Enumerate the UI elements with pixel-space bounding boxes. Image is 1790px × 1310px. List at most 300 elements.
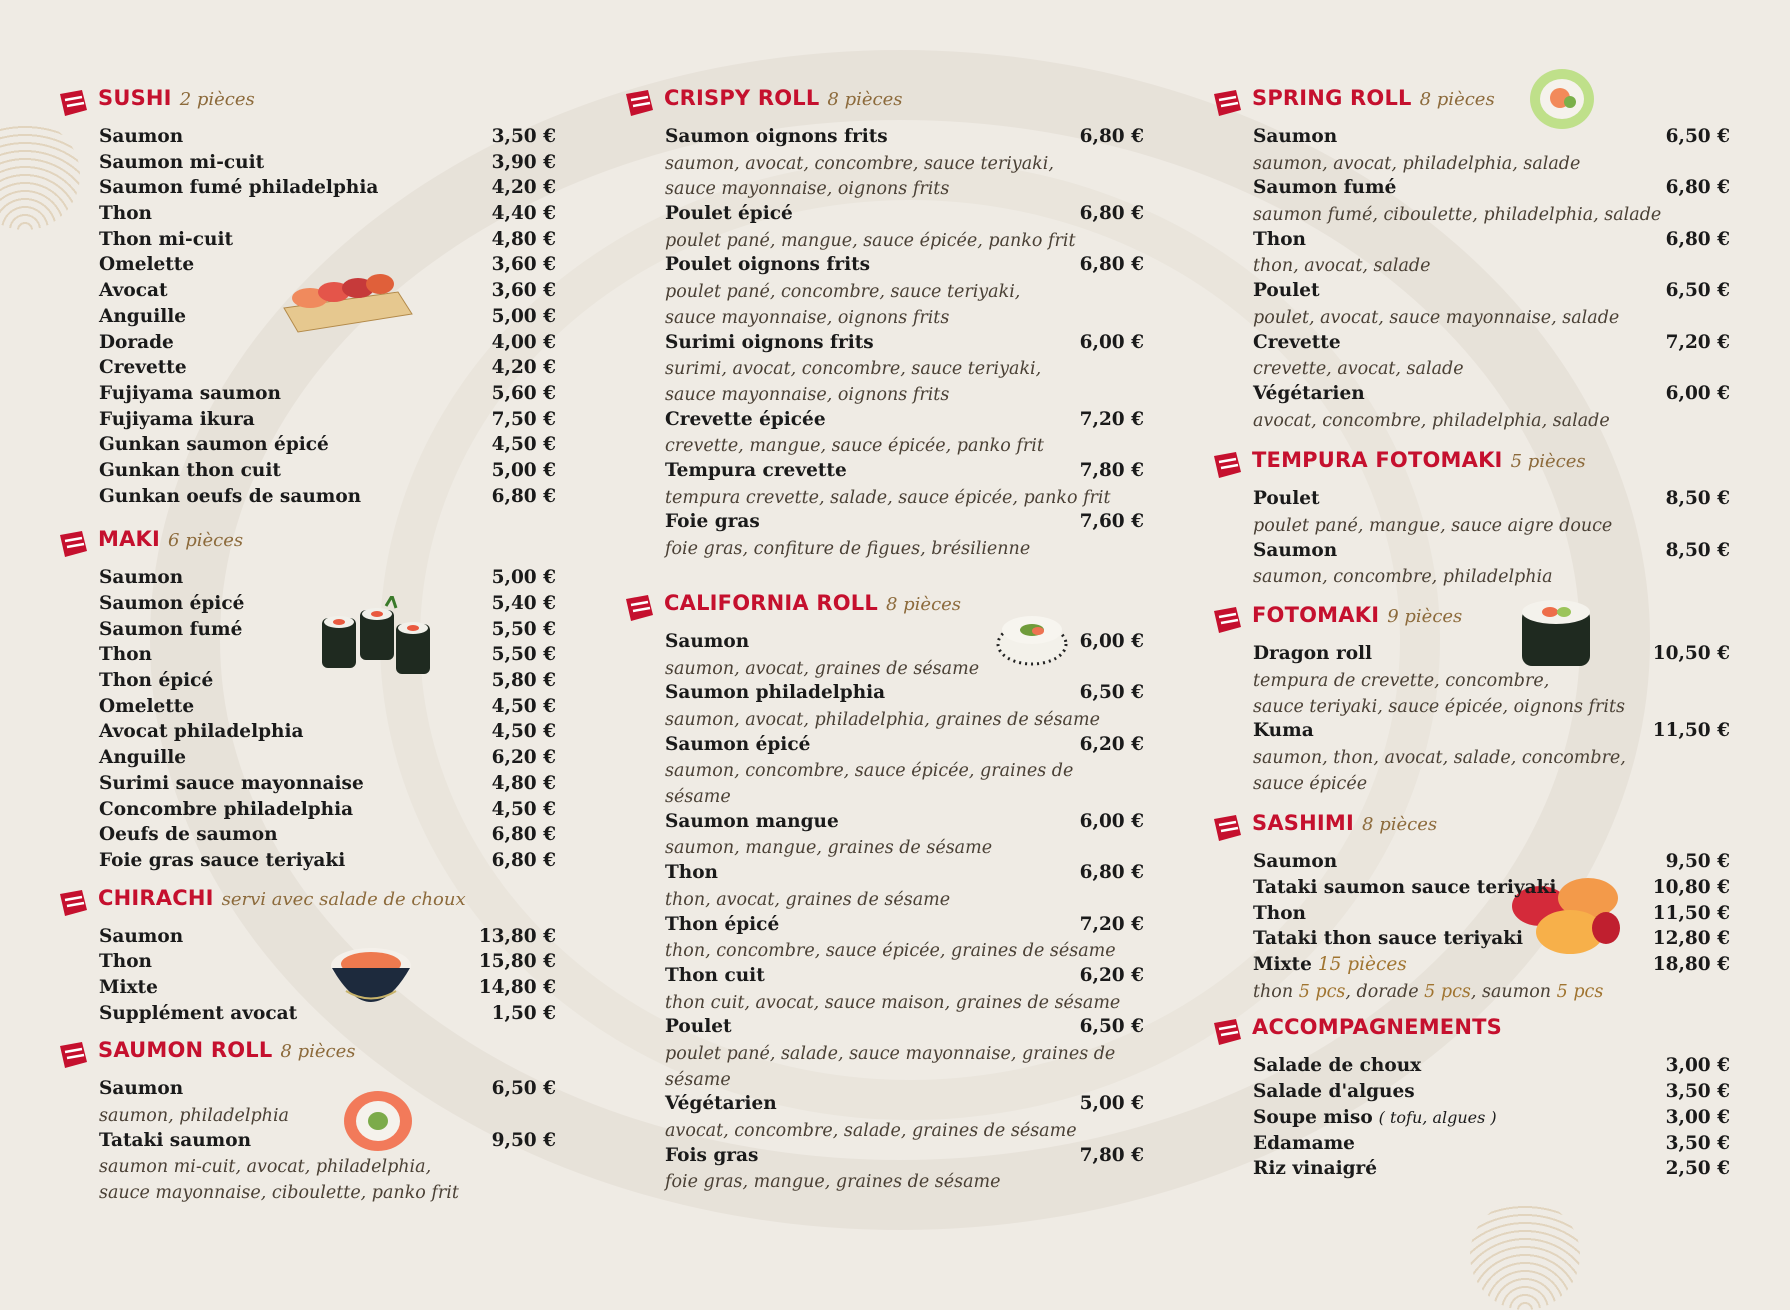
section-subtitle: 8 pièces	[1419, 89, 1495, 110]
menu-item	[665, 862, 1144, 888]
item-description: saumon, mangue, graines de sésame	[665, 838, 993, 859]
item-name	[665, 631, 749, 652]
menu-item	[99, 926, 556, 952]
menu-item	[1253, 229, 1730, 255]
sushi-stripe-icon	[56, 529, 90, 561]
section-title: TEMPURA FOTOMAKI	[1252, 448, 1503, 473]
menu-item	[665, 811, 1144, 837]
menu-item	[99, 409, 556, 435]
item-name	[1253, 954, 1407, 975]
item-name-text: Avocat	[99, 280, 168, 302]
item-name-text: Saumon	[99, 126, 184, 147]
item-description: saumon, concombre, philadelphia	[1253, 567, 1553, 588]
sushi-stripe-icon	[1210, 1017, 1244, 1049]
item-description: sauce mayonnaise, oignons frits	[665, 307, 950, 328]
item-name	[99, 203, 152, 224]
menu-item	[665, 254, 1144, 280]
item-name-text: Foie gras sauce teriyaki	[99, 849, 346, 871]
item-name	[1253, 1081, 1415, 1102]
item-name-text: Surimi sauce mayonnaise	[99, 772, 364, 794]
menu-item	[99, 306, 556, 332]
item-name-text: Poulet oignons frits	[665, 254, 871, 276]
item-price: 6,80 €	[1079, 203, 1144, 225]
item-name	[99, 280, 168, 301]
item-name-text: Tataki saumon	[99, 1129, 252, 1151]
item-price: 4,50 €	[491, 434, 556, 456]
menu-item	[1253, 954, 1730, 980]
section-subtitle: 8 pièces	[885, 593, 962, 615]
section-header	[56, 527, 556, 567]
item-name	[99, 306, 186, 327]
item-name	[665, 460, 847, 481]
item-name-text: Dorade	[99, 331, 174, 353]
menu-item	[99, 280, 556, 306]
item-price: 6,80 €	[1079, 254, 1144, 276]
menu-item	[99, 951, 556, 977]
item-name	[665, 811, 839, 832]
item-description: saumon, concombre, sauce épicée, graines de sésame	[665, 761, 1074, 808]
item-name	[99, 460, 281, 481]
menu-item	[665, 734, 1144, 760]
section-header	[56, 886, 556, 926]
item-description: sauce teriyaki, sauce épicée, oignons frits	[1253, 696, 1626, 717]
menu-item	[99, 977, 556, 1003]
item-description: crevette, mangue, sauce épicée, panko frit	[665, 436, 1044, 457]
item-description	[1253, 980, 1730, 1006]
item-description: sauce mayonnaise, oignons frits	[665, 179, 950, 200]
item-name	[99, 696, 194, 717]
menu-section	[1210, 603, 1730, 797]
menu-item	[665, 332, 1144, 358]
item-price: 6,00 €	[1665, 382, 1730, 404]
item-price: 5,50 €	[491, 644, 556, 666]
menu-item	[99, 177, 556, 203]
item-name	[99, 747, 186, 768]
sushi-stripe-icon	[1210, 450, 1244, 482]
item-name-text: Gunkan thon cuit	[99, 459, 281, 481]
item-list	[665, 631, 1144, 1196]
item-name	[1253, 383, 1365, 404]
item-price: 15,80 €	[478, 951, 556, 973]
item-name-text: Oeufs de saumon	[99, 824, 278, 846]
menu-item	[99, 644, 556, 670]
item-name	[99, 332, 174, 353]
item-name-text: Fois gras	[665, 1144, 759, 1166]
item-name-text: Salade d'algues	[1253, 1081, 1415, 1103]
item-name-text: Avocat philadelphia	[99, 721, 304, 743]
menu-item	[1253, 488, 1730, 514]
item-price: 6,80 €	[1665, 228, 1730, 250]
menu-item	[99, 593, 556, 619]
item-list	[99, 1078, 556, 1206]
menu-section	[622, 86, 1144, 563]
sushi-stripe-icon	[622, 593, 656, 625]
item-price: 4,50 €	[491, 721, 556, 743]
item-name-text: Omelette	[99, 254, 195, 276]
menu-item	[665, 1145, 1144, 1171]
item-name-text: Thon	[99, 644, 153, 666]
item-price: 3,50 €	[1665, 1132, 1730, 1154]
item-name	[665, 965, 765, 986]
menu-item	[1253, 720, 1730, 746]
item-price: 6,20 €	[1079, 964, 1144, 986]
sushi-stripe-icon	[56, 88, 90, 120]
item-name-text: Tempura crevette	[665, 460, 847, 482]
section-title: FOTOMAKI	[1252, 603, 1380, 628]
item-name-text: Crevette	[1253, 331, 1341, 353]
item-price: 5,50 €	[491, 618, 556, 640]
section-title: SASHIMI	[1252, 811, 1355, 836]
item-description: poulet pané, mangue, sauce épicée, panko frit	[665, 230, 1076, 251]
section-header	[622, 591, 1144, 631]
item-price: 10,80 €	[1652, 877, 1730, 898]
item-name	[1253, 643, 1372, 664]
item-name-text: Saumon	[1253, 851, 1338, 873]
item-price: 7,20 €	[1079, 913, 1144, 935]
item-description: thon, avocat, salade	[1253, 256, 1431, 277]
item-name	[99, 773, 364, 794]
item-price: 6,50 €	[491, 1078, 556, 1100]
section-header	[1210, 1015, 1730, 1055]
item-name-text: Saumon	[99, 1078, 184, 1100]
item-name-text: Gunkan oeufs de saumon	[99, 485, 362, 507]
menu-item	[1253, 1158, 1730, 1184]
item-name	[99, 799, 353, 820]
item-price: 7,60 €	[1079, 511, 1144, 533]
item-list	[99, 126, 556, 511]
menu-item	[1253, 851, 1730, 877]
item-description: poulet, avocat, sauce mayonnaise, salade	[1253, 307, 1620, 328]
menu-item	[665, 126, 1144, 152]
item-name	[99, 177, 378, 198]
item-name	[99, 126, 183, 147]
menu-item	[1253, 383, 1730, 409]
item-name-text: Kuma	[1253, 720, 1314, 742]
section-title: MAKI	[98, 527, 161, 552]
item-name	[1253, 1055, 1421, 1076]
section-header	[56, 1038, 556, 1078]
item-name	[99, 850, 345, 871]
item-description: saumon fumé, ciboulette, philadelphia, salade	[1253, 205, 1662, 226]
item-description: saumon, avocat, philadelphia, graines de sésame	[665, 709, 1100, 730]
item-name-text: Thon cuit	[665, 964, 765, 986]
item-name	[99, 824, 278, 845]
item-name-text: Tataki saumon sauce teriyaki	[1253, 877, 1557, 898]
item-name	[1253, 332, 1341, 353]
section-subtitle: 5 pièces	[1510, 451, 1586, 473]
menu-item	[1253, 643, 1730, 669]
item-name	[1253, 903, 1306, 924]
item-name-text: Supplément avocat	[99, 1002, 298, 1024]
menu-item	[1253, 540, 1730, 566]
item-name-text: Saumon fumé philadelphia	[99, 177, 379, 199]
item-price: 4,20 €	[491, 357, 556, 379]
menu-item	[99, 332, 556, 358]
item-name	[665, 409, 826, 430]
menu-section	[1210, 86, 1730, 434]
item-price: 5,40 €	[491, 593, 556, 614]
item-name	[99, 152, 264, 173]
menu-item	[665, 511, 1144, 537]
section-title: SPRING ROLL	[1252, 86, 1412, 110]
sushi-stripe-icon	[1210, 605, 1244, 637]
item-name-text: Anguille	[99, 747, 187, 769]
wave-pattern-decoration	[1470, 1200, 1580, 1310]
menu-item	[99, 747, 556, 773]
menu-section	[1210, 811, 1730, 1005]
item-price: 2,50 €	[1665, 1158, 1730, 1180]
item-name-text: Dragon roll	[1253, 643, 1373, 665]
item-description: saumon mi-cuit, avocat, philadelphia,	[99, 1157, 432, 1178]
menu-item	[99, 850, 556, 876]
item-description: sauce épicée	[1253, 773, 1368, 794]
item-name-note: ( tofu, algues )	[1378, 1107, 1497, 1127]
item-name	[1253, 540, 1337, 561]
menu-item	[99, 152, 556, 178]
section-subtitle: 2 pièces	[179, 89, 255, 110]
item-price: 5,00 €	[491, 305, 556, 327]
item-price: 7,80 €	[1079, 1144, 1144, 1166]
menu-section	[56, 1038, 556, 1206]
item-description: thon, avocat, graines de sésame	[665, 889, 951, 910]
item-price: 1,50 €	[491, 1002, 556, 1024]
menu-item	[1253, 280, 1730, 306]
item-price: 5,60 €	[491, 382, 556, 404]
item-name-text: Saumon épicé	[99, 593, 245, 614]
item-list	[1253, 1055, 1730, 1183]
item-price: 4,20 €	[491, 177, 556, 199]
item-name	[99, 486, 361, 507]
item-name	[99, 409, 255, 430]
item-price: 5,00 €	[491, 459, 556, 481]
item-name-text: Saumon	[99, 567, 184, 589]
item-price: 6,00 €	[1079, 331, 1144, 353]
item-name	[99, 619, 242, 640]
item-name	[1253, 1133, 1355, 1154]
item-price: 9,50 €	[1665, 851, 1730, 873]
item-name	[665, 1016, 732, 1037]
item-name	[99, 254, 194, 275]
menu-item	[1253, 1133, 1730, 1159]
item-name-text: Poulet	[1253, 280, 1320, 302]
menu-item	[99, 773, 556, 799]
item-price: 3,50 €	[491, 126, 556, 147]
item-name-text: Tataki thon sauce teriyaki	[1253, 928, 1524, 950]
menu-item	[99, 434, 556, 460]
section-subtitle: 6 pièces	[168, 530, 244, 552]
item-price: 6,20 €	[491, 747, 556, 769]
menu-item	[99, 254, 556, 280]
item-name-text: Mixte	[1253, 954, 1312, 976]
item-description-part: , saumon	[1470, 981, 1557, 1002]
item-price: 6,80 €	[491, 485, 556, 507]
section-subtitle: servi avec salade de choux	[221, 888, 466, 910]
item-name	[665, 914, 779, 935]
item-description: surimi, avocat, concombre, sauce teriyaki,	[665, 359, 1042, 380]
menu-section	[56, 527, 556, 875]
item-description-part: , dorade	[1345, 981, 1425, 1002]
item-price: 8,50 €	[1665, 539, 1730, 561]
item-name-text: Saumon mangue	[665, 810, 839, 832]
item-list	[1253, 643, 1730, 797]
item-description: thon, concombre, sauce épicée, graines de sésame	[665, 941, 1116, 962]
item-price: 7,20 €	[1079, 408, 1144, 430]
item-price: 6,20 €	[1079, 733, 1144, 755]
item-description: poulet pané, concombre, sauce teriyaki,	[665, 282, 1021, 303]
menu-item	[99, 203, 556, 229]
menu-item	[99, 799, 556, 825]
item-name	[665, 862, 718, 883]
item-description-part: 5 pcs	[1298, 981, 1346, 1002]
section-subtitle: 9 pièces	[1387, 606, 1463, 628]
menu-section	[622, 591, 1144, 1196]
item-name	[1253, 851, 1337, 872]
item-description: avocat, concombre, salade, graines de sésame	[665, 1121, 1077, 1142]
item-name-text: Poulet	[665, 1016, 732, 1038]
item-price: 18,80 €	[1652, 954, 1730, 976]
item-price: 9,50 €	[491, 1129, 556, 1151]
item-name	[1253, 928, 1523, 949]
item-price: 5,00 €	[491, 567, 556, 589]
item-price: 6,80 €	[1079, 862, 1144, 884]
section-header	[622, 86, 1144, 126]
item-price: 3,50 €	[1665, 1081, 1730, 1103]
item-name-text: Fujiyama ikura	[99, 408, 255, 430]
item-price: 7,50 €	[491, 408, 556, 430]
item-name-text: Poulet épicé	[665, 203, 793, 225]
item-name-text: Soupe miso	[1253, 1106, 1373, 1128]
item-name-text: Thon	[1253, 228, 1307, 250]
item-name-text: Salade de choux	[1253, 1055, 1422, 1077]
item-name	[99, 593, 244, 614]
item-price: 6,80 €	[1665, 177, 1730, 199]
section-title: ACCOMPAGNEMENTS	[1252, 1015, 1502, 1040]
item-name	[99, 644, 152, 665]
menu-item	[665, 1093, 1144, 1119]
item-price: 4,50 €	[491, 798, 556, 820]
item-price: 12,80 €	[1652, 928, 1730, 950]
menu-column-left	[56, 86, 556, 1207]
menu-column-right	[1210, 86, 1730, 1184]
item-name-text: Riz vinaigré	[1253, 1158, 1378, 1180]
item-price: 4,50 €	[491, 695, 556, 717]
item-name	[665, 1093, 777, 1114]
menu-item	[99, 1078, 556, 1104]
menu-item	[99, 670, 556, 696]
menu-item	[99, 619, 556, 645]
menu-section	[1210, 448, 1730, 591]
item-description: sauce mayonnaise, ciboulette, panko frit	[99, 1183, 459, 1204]
item-name-text: Thon	[1253, 902, 1307, 924]
menu-section	[56, 86, 556, 511]
item-name-text: Saumon	[1253, 126, 1338, 147]
menu-item	[99, 696, 556, 722]
item-name-text: Saumon mi-cuit	[99, 151, 265, 173]
item-price: 10,50 €	[1652, 643, 1730, 665]
item-price: 6,80 €	[1079, 126, 1144, 147]
item-name-text: Thon	[99, 203, 153, 225]
item-name-text: Thon	[99, 951, 153, 973]
item-list	[1253, 126, 1730, 434]
section-header	[1210, 603, 1730, 643]
item-name-text: Thon épicé	[99, 670, 214, 692]
item-description: foie gras, confiture de figues, brésilienne	[665, 539, 1031, 560]
item-name-text: Gunkan saumon épicé	[99, 434, 329, 456]
item-description: saumon, philadelphia	[99, 1106, 289, 1126]
item-price: 6,00 €	[1079, 810, 1144, 832]
section-header	[1210, 811, 1730, 851]
item-name	[99, 926, 183, 947]
menu-item	[1253, 126, 1730, 152]
item-name	[99, 357, 187, 378]
menu-item	[1253, 928, 1730, 954]
item-name-text: Crevette	[99, 357, 187, 379]
sushi-stripe-icon	[56, 1040, 90, 1072]
item-name	[99, 229, 233, 250]
item-name	[99, 434, 329, 455]
menu-item	[665, 682, 1144, 708]
menu-item	[99, 486, 556, 512]
item-name	[99, 383, 281, 404]
menu-item	[99, 229, 556, 255]
item-price: 3,60 €	[491, 254, 556, 276]
item-name	[99, 1130, 251, 1151]
item-name	[1253, 229, 1306, 250]
section-title: CHIRACHI	[98, 885, 214, 910]
menu-item	[99, 460, 556, 486]
item-description: avocat, concombre, philadelphia, salade	[1253, 410, 1610, 431]
item-name	[99, 670, 213, 691]
menu-item	[665, 914, 1144, 940]
item-name-text: Saumon fumé	[99, 618, 243, 640]
item-description: poulet pané, mangue, sauce aigre douce	[1253, 516, 1613, 537]
menu-item	[1253, 903, 1730, 929]
menu-item	[99, 357, 556, 383]
item-price: 6,50 €	[1665, 126, 1730, 147]
section-header	[1210, 86, 1730, 126]
item-list	[1253, 488, 1730, 591]
item-description: foie gras, mangue, graines de sésame	[665, 1172, 1001, 1193]
item-name-text: Saumon	[99, 925, 184, 947]
item-description: saumon, avocat, concombre, sauce teriyaki,	[665, 153, 1054, 174]
menu-section	[56, 886, 556, 1029]
section-subtitle: 8 pièces	[280, 1041, 356, 1063]
sushi-stripe-icon	[622, 88, 656, 120]
item-price: 14,80 €	[478, 976, 556, 998]
item-name-text: Saumon fumé	[1253, 177, 1397, 199]
item-name	[1253, 1158, 1377, 1179]
menu-item	[99, 383, 556, 409]
item-name-text: Poulet	[1253, 488, 1320, 510]
item-name-suffix: 15 pièces	[1317, 954, 1407, 976]
item-list	[99, 926, 556, 1029]
item-price: 5,00 €	[1079, 1093, 1144, 1115]
item-list	[665, 126, 1144, 563]
item-name-text: Thon	[665, 862, 719, 884]
item-name-text: Fujiyama saumon	[99, 382, 281, 404]
item-description-part: thon	[1253, 981, 1299, 1002]
item-name	[665, 254, 870, 275]
item-description: sésame	[665, 1069, 731, 1090]
menu-item	[1253, 177, 1730, 203]
item-name-text: Thon mi-cuit	[99, 228, 234, 250]
item-price: 5,80 €	[491, 670, 556, 692]
item-name	[665, 332, 874, 353]
item-price: 6,50 €	[1079, 1016, 1144, 1038]
item-description-part: 5 pcs	[1556, 981, 1604, 1002]
section-title: CALIFORNIA ROLL	[664, 590, 878, 615]
item-description-part: 5 pcs	[1424, 981, 1471, 1002]
